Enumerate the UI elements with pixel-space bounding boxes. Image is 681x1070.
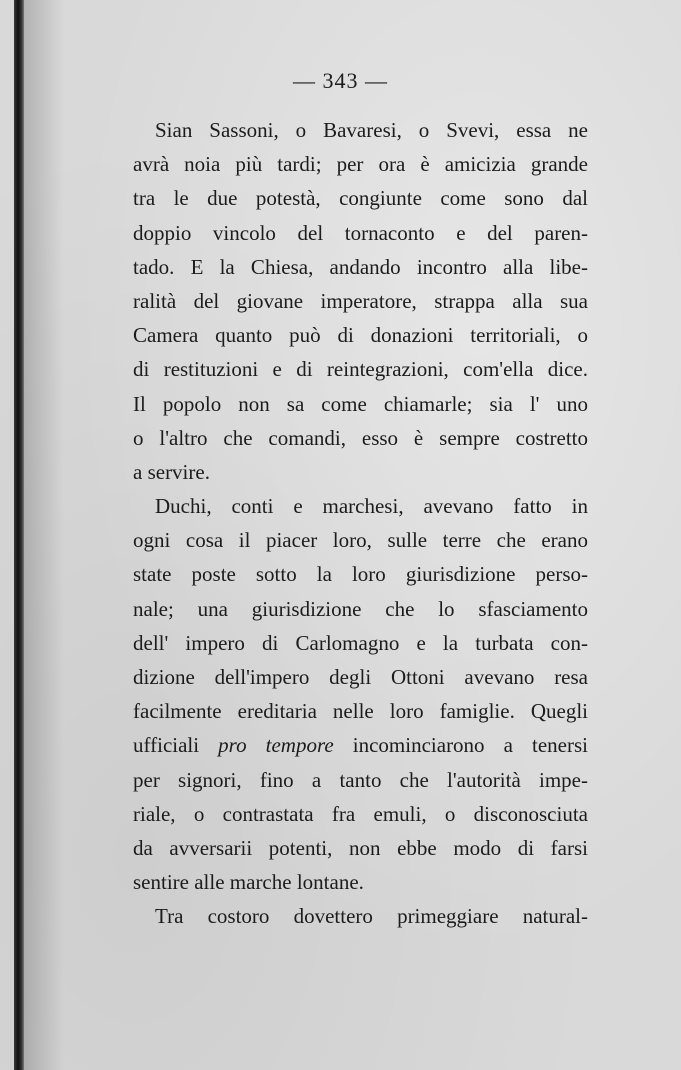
text-line: doppio vincolo del tornaconto e del paren- [133, 220, 588, 245]
text-line-with-italic [133, 728, 588, 762]
text-line: di restituzioni e di reintegrazioni, com'ella dice. [133, 357, 588, 382]
gutter-shadow [24, 0, 64, 1070]
text-line: o l'altro che comandi, esso è sempre costretto [133, 425, 588, 450]
text-line: ogni cosa il piacer loro, sulle terre che erano [133, 528, 588, 553]
text-line: Duchi, conti e marchesi, avevano fatto in [155, 494, 588, 519]
text-line: avrà noia più tardi; per ora è amicizia grande [133, 152, 588, 177]
book-spine-edge [14, 0, 24, 1070]
text-segment: ufficiali [133, 733, 219, 758]
text-line: facilmente ereditaria nelle loro famiglie. Quegli [133, 699, 588, 724]
text-line: ralità del giovane imperatore, strappa alla sua [133, 288, 588, 313]
text-line: sentire alle marche lontane. [133, 870, 364, 895]
text-line: tado. E la Chiesa, andando incontro alla libe- [133, 254, 588, 279]
text-line: Il popolo non sa come chiamarle; sia l' uno [133, 391, 588, 416]
page-number: — 343 — [293, 68, 388, 93]
text-line: Sian Sassoni, o Bavaresi, o Svevi, essa ne [155, 118, 588, 142]
text-line: state poste sotto la loro giurisdizione perso- [133, 562, 588, 587]
text-line: Camera quanto può di donazioni territoriali, o [133, 323, 588, 348]
text-line: nale; una giurisdizione che lo sfasciamento [133, 596, 588, 621]
text-line: dell' impero di Carlomagno e la turbata con- [133, 630, 588, 655]
text-line: a servire. [133, 459, 210, 484]
text-line: riale, o contrastata fra emuli, o disconosciuta [133, 801, 588, 826]
text-line: da avversarii potenti, non ebbe modo di farsi [133, 835, 588, 860]
italic-phrase: pro tempore [218, 733, 334, 758]
text-line: per signori, fino a tanto che l'autorità impe- [133, 767, 588, 792]
text-line: dizione dell'impero degli Ottoni avevano resa [133, 665, 588, 689]
body-text [133, 113, 588, 934]
text-line: Tra costoro dovettero primeggiare natural- [155, 904, 588, 929]
text-line: tra le due potestà, congiunte come sono dal [133, 186, 588, 211]
text-segment: incominciarono a tenersi [333, 733, 589, 758]
